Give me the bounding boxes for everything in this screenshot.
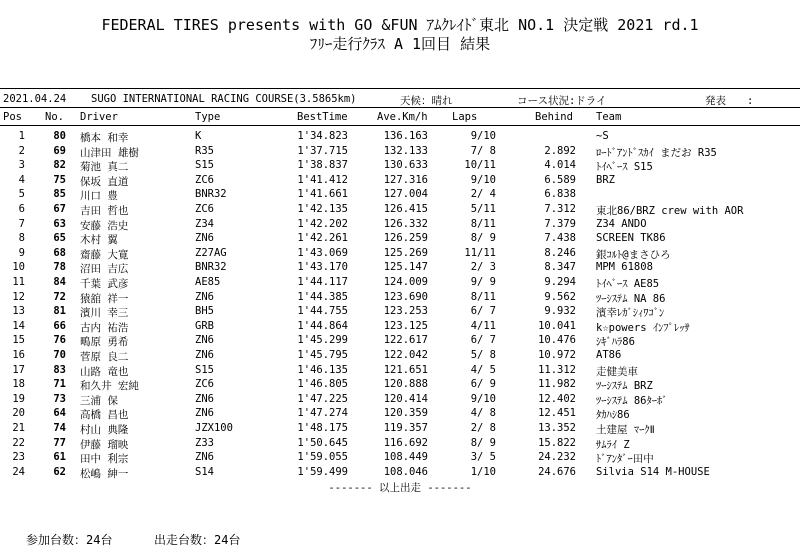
announce: 発表 : xyxy=(705,95,754,107)
table-row xyxy=(0,261,800,275)
cell-best-time: 1'47.274 xyxy=(297,407,348,420)
cell-driver: 田中 利宗 xyxy=(80,453,129,466)
cell-average-speed: 121.651 xyxy=(383,363,428,376)
col-driver: Driver xyxy=(80,111,118,123)
cell-laps: 9/10 xyxy=(470,173,496,186)
cell-car-number: 75 xyxy=(53,173,66,186)
cell-pos: 5 xyxy=(18,188,25,201)
table-row xyxy=(0,232,800,246)
table-row xyxy=(0,466,800,480)
cell-pos: 9 xyxy=(18,246,25,259)
cell-driver: 猿舘 祥一 xyxy=(80,292,129,305)
cell-average-speed: 123.253 xyxy=(383,305,428,318)
cell-team: AT86 xyxy=(596,349,622,361)
cell-car-number: 72 xyxy=(53,290,66,303)
cell-best-time: 1'50.645 xyxy=(297,436,348,449)
cell-average-speed: 127.316 xyxy=(383,173,428,186)
table-row xyxy=(0,364,800,378)
cell-laps: 9/10 xyxy=(470,392,496,405)
cell-driver: 千葉 武彦 xyxy=(80,278,129,290)
cell-car-number: 61 xyxy=(53,451,66,464)
cell-team: ｻﾑﾗｲ Z xyxy=(596,438,630,451)
cell-driver: 村山 典隆 xyxy=(80,424,129,436)
cell-best-time: 1'46.135 xyxy=(297,363,348,376)
cell-car-number: 69 xyxy=(53,144,66,157)
cell-pos: 21 xyxy=(12,422,25,434)
cell-laps: 6/ 7 xyxy=(470,305,496,318)
cell-driver: 松嶋 紳一 xyxy=(80,467,129,480)
cell-driver: 伊藤 瑠映 xyxy=(80,438,129,451)
cell-best-time: 1'44.755 xyxy=(297,305,348,318)
cell-team: 土建屋 ﾏｰｸⅡ xyxy=(596,424,655,436)
cell-driver: 安藤 浩史 xyxy=(80,219,129,232)
cell-car-number: 67 xyxy=(53,203,66,215)
cell-average-speed: 116.692 xyxy=(383,436,428,449)
table-row xyxy=(0,276,800,290)
cell-average-speed: 132.133 xyxy=(383,144,428,157)
cell-type: ZN6 xyxy=(195,407,214,420)
cell-pos: 3 xyxy=(18,159,25,172)
cell-car-number: 63 xyxy=(53,217,66,230)
cell-type: ZN6 xyxy=(195,290,214,303)
cell-type: ZC6 xyxy=(195,378,214,391)
cell-team: MPM 61808 xyxy=(596,261,653,274)
cell-car-number: 84 xyxy=(53,276,66,288)
cell-average-speed: 125.147 xyxy=(383,261,428,274)
cell-behind: 6.838 xyxy=(544,188,576,201)
cell-laps: 7/ 8 xyxy=(470,144,496,157)
table-row xyxy=(0,407,800,421)
cell-behind: 10.476 xyxy=(538,334,576,347)
cell-behind: 12.402 xyxy=(538,392,576,405)
cell-behind: 15.822 xyxy=(538,436,576,449)
cell-driver: 齋藤 大寛 xyxy=(80,248,129,261)
cell-laps: 1/10 xyxy=(470,465,496,478)
cell-car-number: 70 xyxy=(53,349,66,361)
table-row xyxy=(0,174,800,188)
cell-laps: 4/ 5 xyxy=(470,363,496,376)
cell-car-number: 81 xyxy=(53,305,66,318)
cell-behind: 11.312 xyxy=(538,363,576,376)
table-row xyxy=(0,349,800,363)
track-condition: コース状況:ドライ xyxy=(517,95,607,107)
cell-team: 銀ｺﾙﾄ@まさひろ xyxy=(596,248,671,261)
cell-average-speed: 120.414 xyxy=(383,392,428,405)
cell-driver: 鴫原 勇希 xyxy=(80,336,129,349)
cell-laps: 8/11 xyxy=(470,217,496,230)
cell-car-number: 64 xyxy=(53,407,66,420)
cell-best-time: 1'34.823 xyxy=(297,130,348,142)
cell-pos: 18 xyxy=(12,378,25,391)
cell-laps: 5/ 8 xyxy=(470,349,496,361)
cell-average-speed: 127.004 xyxy=(383,188,428,201)
cell-best-time: 1'42.202 xyxy=(297,217,348,230)
cell-laps: 9/10 xyxy=(470,130,496,142)
cell-type: GRB xyxy=(195,319,214,332)
cell-behind: 24.232 xyxy=(538,451,576,464)
cell-team: ﾀｶﾊｼ86 xyxy=(596,409,630,422)
cell-average-speed: 120.359 xyxy=(383,407,428,420)
cell-type: JZX100 xyxy=(195,422,233,434)
table-row xyxy=(0,291,800,305)
cell-type: ZC6 xyxy=(195,203,214,215)
table-row xyxy=(0,422,800,436)
cell-car-number: 71 xyxy=(53,378,66,391)
col-type: Type xyxy=(195,111,221,123)
cell-pos: 20 xyxy=(12,407,25,420)
cell-best-time: 1'48.175 xyxy=(297,422,348,434)
table-row xyxy=(0,451,800,465)
cell-pos: 19 xyxy=(12,392,25,405)
table-row xyxy=(0,393,800,407)
cell-type: Z33 xyxy=(195,436,214,449)
cell-team: Silvia S14 M-HOUSE xyxy=(596,465,710,478)
cell-average-speed: 130.633 xyxy=(383,159,428,172)
table-row xyxy=(0,188,800,202)
col-besttime: BestTime xyxy=(297,111,348,123)
cell-laps: 2/ 8 xyxy=(470,422,496,434)
table-row xyxy=(0,159,800,173)
cell-average-speed: 136.163 xyxy=(383,130,428,142)
date: 2021.04.24 xyxy=(3,93,67,105)
col-team: Team xyxy=(596,111,622,123)
table-row xyxy=(0,320,800,334)
course-name: SUGO INTERNATIONAL RACING COURSE(3.5865km) xyxy=(91,93,357,105)
table-row xyxy=(0,378,800,392)
cell-driver: 川口 豊 xyxy=(80,190,118,203)
cell-team: Z34 ANDO xyxy=(596,217,647,230)
cell-average-speed: 124.009 xyxy=(383,276,428,288)
cell-average-speed: 123.125 xyxy=(383,319,428,332)
cell-type: BNR32 xyxy=(195,188,227,201)
cell-team: ﾂｰｼｽﾃﾑ 86ﾀｰﾎﾞ xyxy=(596,394,668,407)
cell-type: K xyxy=(195,130,202,142)
cell-car-number: 68 xyxy=(53,246,66,259)
cell-behind: 8.246 xyxy=(544,246,576,259)
cell-laps: 8/ 9 xyxy=(470,436,496,449)
cell-laps: 6/ 9 xyxy=(470,378,496,391)
cell-pos: 2 xyxy=(18,144,25,157)
cell-behind: 9.932 xyxy=(544,305,576,318)
cell-type: S15 xyxy=(195,363,214,376)
cell-pos: 1 xyxy=(18,130,25,142)
cell-team: 東北86/BRZ crew with AOR xyxy=(596,205,744,217)
cell-best-time: 1'41.661 xyxy=(297,188,348,201)
column-header-rule xyxy=(0,125,800,126)
cell-average-speed: 108.046 xyxy=(383,465,428,478)
cell-pos: 10 xyxy=(12,261,25,274)
cell-average-speed: 119.357 xyxy=(383,422,428,434)
entries-count: 参加台数：24台 xyxy=(26,533,113,547)
cell-type: ZC6 xyxy=(195,173,214,186)
cell-driver: 保坂 直道 xyxy=(80,175,129,188)
cell-laps: 6/ 7 xyxy=(470,334,496,347)
starters-count: 出走台数：24台 xyxy=(154,533,241,547)
cell-best-time: 1'44.117 xyxy=(297,276,348,288)
cell-pos: 16 xyxy=(12,349,25,361)
cell-team: k☆powers ｲﾝﾌﾟﾚｯｻ xyxy=(596,321,690,334)
cell-type: Z27AG xyxy=(195,246,227,259)
cell-behind: 7.438 xyxy=(544,232,576,245)
cell-laps: 8/ 9 xyxy=(470,232,496,245)
cell-type: R35 xyxy=(195,144,214,157)
cell-car-number: 83 xyxy=(53,363,66,376)
cell-best-time: 1'47.225 xyxy=(297,392,348,405)
table-row xyxy=(0,305,800,319)
title-line-2: ﾌﾘｰ走行ｸﾗｽ A 1回目 結果 xyxy=(309,35,491,53)
cell-behind: 10.972 xyxy=(538,349,576,361)
cell-pos: 6 xyxy=(18,203,25,215)
cell-car-number: 78 xyxy=(53,261,66,274)
cell-best-time: 1'43.170 xyxy=(297,261,348,274)
cell-best-time: 1'45.795 xyxy=(297,349,348,361)
table-row xyxy=(0,130,800,144)
cell-behind: 9.294 xyxy=(544,276,576,288)
cell-pos: 4 xyxy=(18,173,25,186)
cell-pos: 17 xyxy=(12,363,25,376)
cell-best-time: 1'37.715 xyxy=(297,144,348,157)
cell-behind: 9.562 xyxy=(544,290,576,303)
cell-behind: 6.589 xyxy=(544,173,576,186)
weather: 天候：晴れ xyxy=(400,95,453,107)
cell-average-speed: 108.449 xyxy=(383,451,428,464)
cell-pos: 8 xyxy=(18,232,25,245)
cell-driver: 和久井 宏純 xyxy=(80,380,139,393)
cell-pos: 24 xyxy=(12,465,25,478)
cell-team: BRZ xyxy=(596,173,615,186)
cell-laps: 5/11 xyxy=(470,203,496,215)
col-ave: Ave.Km/h xyxy=(377,111,428,123)
cell-driver: 三浦 保 xyxy=(80,394,118,407)
cell-behind: 10.041 xyxy=(538,319,576,332)
cell-driver: 山路 竜也 xyxy=(80,365,129,378)
cell-laps: 2/ 3 xyxy=(470,261,496,274)
cell-average-speed: 123.690 xyxy=(383,290,428,303)
cell-type: ZN6 xyxy=(195,349,214,361)
cell-team: 濱幸ﾚｶﾞｼｨﾜｺﾞﾝ xyxy=(596,307,665,320)
cell-best-time: 1'59.499 xyxy=(297,465,348,478)
cell-car-number: 73 xyxy=(53,392,66,405)
cell-driver: 木村 翼 xyxy=(80,234,118,247)
cell-type: ZN6 xyxy=(195,451,214,464)
cell-team: ﾂｰｼｽﾃﾑ BRZ xyxy=(596,380,653,393)
cell-average-speed: 126.259 xyxy=(383,232,428,245)
cell-laps: 4/ 8 xyxy=(470,407,496,420)
cell-pos: 15 xyxy=(12,334,25,347)
cell-laps: 8/11 xyxy=(470,290,496,303)
table-row xyxy=(0,437,800,451)
cell-laps: 11/11 xyxy=(464,246,496,259)
cell-best-time: 1'42.261 xyxy=(297,232,348,245)
cell-behind: 11.982 xyxy=(538,378,576,391)
cell-car-number: 82 xyxy=(53,159,66,172)
cell-behind: 13.352 xyxy=(538,422,576,434)
cell-pos: 12 xyxy=(12,290,25,303)
cell-average-speed: 122.042 xyxy=(383,349,428,361)
cell-pos: 7 xyxy=(18,217,25,230)
cell-average-speed: 125.269 xyxy=(383,246,428,259)
cell-behind: 7.379 xyxy=(544,217,576,230)
end-marker: ------- 以上出走 ------- xyxy=(328,482,472,494)
cell-best-time: 1'43.069 xyxy=(297,246,348,259)
cell-type: Z34 xyxy=(195,217,214,230)
cell-driver: 山津田 雄樹 xyxy=(80,146,139,159)
col-pos: Pos xyxy=(3,111,22,123)
cell-type: S15 xyxy=(195,159,214,172)
cell-average-speed: 120.888 xyxy=(383,378,428,391)
cell-laps: 4/11 xyxy=(470,319,496,332)
cell-type: ZN6 xyxy=(195,232,214,245)
cell-best-time: 1'44.385 xyxy=(297,290,348,303)
cell-car-number: 74 xyxy=(53,422,66,434)
cell-behind: 24.676 xyxy=(538,465,576,478)
cell-behind: 12.451 xyxy=(538,407,576,420)
cell-type: ZN6 xyxy=(195,392,214,405)
table-row xyxy=(0,334,800,348)
cell-average-speed: 122.617 xyxy=(383,334,428,347)
cell-team: ﾄｲﾍﾞｰｽ S15 xyxy=(596,161,653,174)
cell-pos: 11 xyxy=(12,276,25,288)
cell-type: ZN6 xyxy=(195,334,214,347)
cell-car-number: 62 xyxy=(53,465,66,478)
cell-pos: 22 xyxy=(12,436,25,449)
cell-car-number: 80 xyxy=(53,130,66,142)
cell-driver: 古内 祐浩 xyxy=(80,321,129,334)
cell-type: S14 xyxy=(195,465,214,478)
table-row xyxy=(0,203,800,217)
table-row xyxy=(0,145,800,159)
cell-type: AE85 xyxy=(195,276,221,288)
col-behind: Behind xyxy=(535,111,573,123)
cell-laps: 2/ 4 xyxy=(470,188,496,201)
cell-team: 走健美車 xyxy=(596,365,638,378)
cell-best-time: 1'38.837 xyxy=(297,159,348,172)
cell-behind: 8.347 xyxy=(544,261,576,274)
cell-type: BH5 xyxy=(195,305,214,318)
cell-best-time: 1'45.299 xyxy=(297,334,348,347)
cell-best-time: 1'46.805 xyxy=(297,378,348,391)
cell-team: ｼｷﾞﾊﾗ86 xyxy=(596,336,635,349)
cell-behind: 2.892 xyxy=(544,144,576,157)
cell-driver: 菅原 良二 xyxy=(80,351,129,363)
cell-team: ﾂｰｼｽﾃﾑ NA 86 xyxy=(596,292,666,305)
cell-best-time: 1'59.055 xyxy=(297,451,348,464)
cell-team: SCREEN TK86 xyxy=(596,232,666,245)
header-top-rule xyxy=(0,88,800,89)
cell-team: ﾄｲﾍﾞｰｽ AE85 xyxy=(596,278,660,290)
col-no: No. xyxy=(45,111,64,123)
cell-car-number: 66 xyxy=(53,319,66,332)
cell-behind: 4.014 xyxy=(544,159,576,172)
cell-pos: 13 xyxy=(12,305,25,318)
cell-team: ~S xyxy=(596,130,609,142)
cell-laps: 10/11 xyxy=(464,159,496,172)
title-line-1: FEDERAL TIRES presents with GO &FUN ｱﾑｸﾚｲﾄﾞ東北 NO.1 決定戦 2021 rd.1 xyxy=(101,16,699,34)
cell-best-time: 1'42.135 xyxy=(297,203,348,215)
cell-team: ﾄﾞｱﾝﾀﾞｰ田中 xyxy=(596,453,654,466)
cell-car-number: 77 xyxy=(53,436,66,449)
cell-pos: 23 xyxy=(12,451,25,464)
cell-driver: 高橋 昌也 xyxy=(80,409,129,422)
cell-driver: 沼田 吉広 xyxy=(80,263,129,276)
header-mid-rule xyxy=(0,107,800,108)
cell-best-time: 1'44.864 xyxy=(297,319,348,332)
col-laps: Laps xyxy=(452,111,478,123)
cell-driver: 濱川 幸三 xyxy=(80,307,129,320)
cell-behind: 7.312 xyxy=(544,203,576,215)
table-row xyxy=(0,218,800,232)
cell-car-number: 85 xyxy=(53,188,66,201)
cell-best-time: 1'41.412 xyxy=(297,173,348,186)
cell-car-number: 76 xyxy=(53,334,66,347)
cell-team: ﾛｰﾄﾞｱﾝﾄﾞｽｶｲ まだお R35 xyxy=(596,146,717,159)
cell-pos: 14 xyxy=(12,319,25,332)
cell-average-speed: 126.332 xyxy=(383,217,428,230)
cell-driver: 吉田 哲也 xyxy=(80,205,129,217)
cell-laps: 3/ 5 xyxy=(470,451,496,464)
cell-type: BNR32 xyxy=(195,261,227,274)
table-row xyxy=(0,247,800,261)
cell-driver: 菊池 真二 xyxy=(80,161,129,174)
cell-car-number: 65 xyxy=(53,232,66,245)
cell-driver: 橋本 和幸 xyxy=(80,132,129,144)
cell-laps: 9/ 9 xyxy=(470,276,496,288)
cell-average-speed: 126.415 xyxy=(383,203,428,215)
